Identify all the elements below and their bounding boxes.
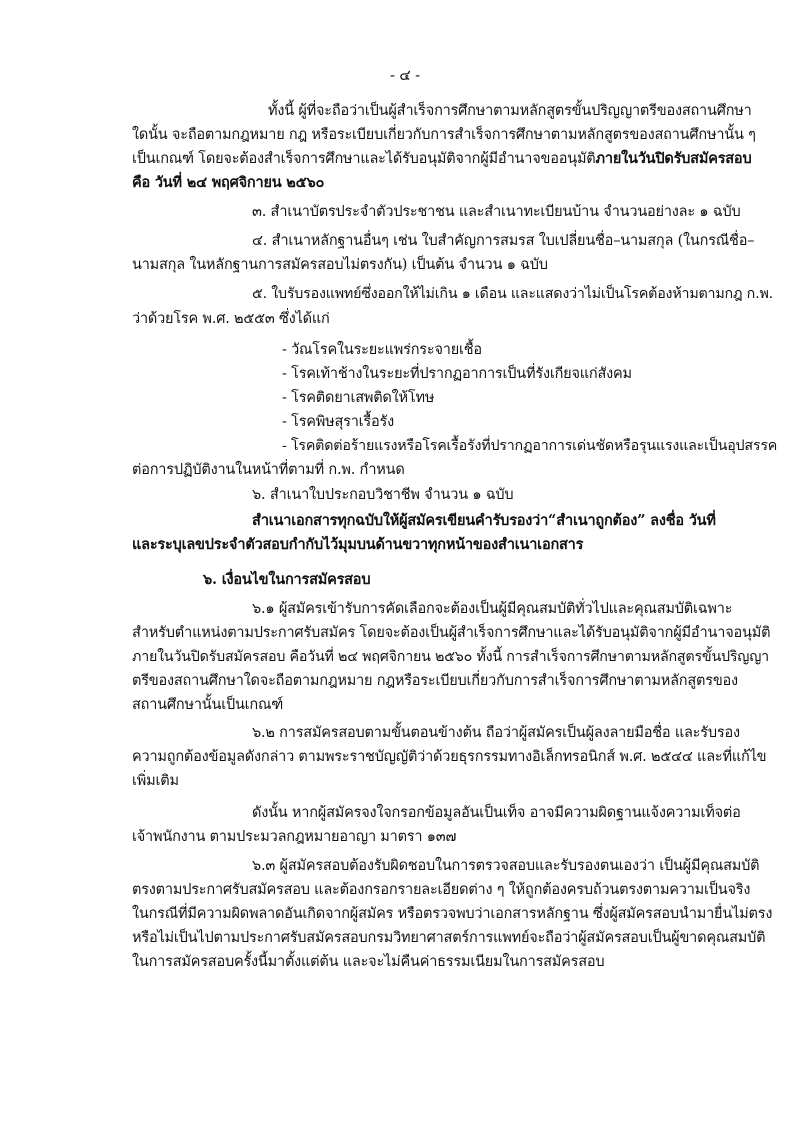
doc-item-4-line-1: ๔. สำเนาหลักฐานอื่นๆ เช่น ใบสำคัญการสมรส ใบเปลี่ยนชื่อ–นามสกุล (ในกรณีชื่อ– [252,233,755,249]
condition-6-3-line: ตรงตามประกาศรับสมัครสอบ และต้องกรอกรายละเอียดต่าง ๆ ให้ถูกต้องครบถ้วนตรงตามความเป็นจริง [132,882,751,898]
condition-6-1-line: ภายในวันปิดรับสมัครสอบ คือวันที่ ๒๔ พฤศจิกายน ๒๕๖๐ ทั้งนี้ การสำเร็จการศึกษาตามหลักสูตรขั้นปริญญา [132,649,769,665]
disease-item: - โรคติดต่อร้ายแรงหรือโรคเรื้อรังที่ปรากฏอาการเด่นชัดหรือรุนแรงและเป็นอุปสรรค [282,438,778,454]
intro-line-3 [132,150,751,168]
doc-item-5-line-1: ๕. ใบรับรองแพทย์ซึ่งออกให้ไม่เกิน ๑ เดือน และแสดงว่าไม่เป็นโรคต้องห้ามตามกฎ ก.พ. [252,286,773,302]
section-6-heading: ๖. เงื่อนไขในการสมัครสอบ [203,571,371,588]
intro-line-1: ทั้งนี้ ผู้ที่จะถือว่าเป็นผู้สำเร็จการศึกษาตามหลักสูตรขั้นปริญญาตรีของสถานศึกษา [268,103,752,119]
page-number: - ๔ - [390,66,421,84]
condition-6-1-line: สถานศึกษานั้นเป็นเกณฑ์ [132,697,284,713]
condition-6-3-line: ในกรณีที่มีความผิดพลาดอันเกิดจากผู้สมัคร หรือตรวจพบว่าเอกสารหลักฐาน ซึ่งผู้สมัครสอบนำมายื่นไม่ตรง [132,906,773,922]
condition-6-2-line: ๖.๒ การสมัครสอบตามขั้นตอนข้างต้น ถือว่าผู้สมัครเป็นผู้ลงลายมือชื่อ และรับรอง [252,725,740,741]
condition-6-1-line: สำหรับตำแหน่งตามประกาศรับสมัคร โดยจะต้องเป็นผู้สำเร็จการศึกษาและได้รับอนุมัติจากผู้มีอำนาจอนุมัติ [132,625,771,641]
condition-6-3-line: หรือไม่เป็นไปตามประกาศรับสมัครสอบกรมวิทยาศาสตร์การแพทย์จะถือว่าผู้สมัครสอบเป็นผู้ขาดคุณสมบัติ [132,930,766,946]
false-info-warning-line: ดังนั้น หากผู้สมัครจงใจกรอกข้อมูลอันเป็นเท็จ อาจมีความผิดฐานแจ้งความเท็จต่อ [252,805,741,821]
certification-note-line-2: และระบุเลขประจำตัวสอบกำกับไว้มุมบนด้านขวาทุกหน้าของสำเนาเอกสาร [132,536,584,553]
intro-line-3-bold: ภายในวันปิดรับสมัครสอบ [595,150,752,167]
disease-item: - วัณโรคในระยะแพร่กระจายเชื้อ [282,342,482,358]
condition-6-3-line: ในการสมัครสอบครั้งนี้มาตั้งแต่ต้น และจะไม่คืนค่าธรรมเนียมในการสมัครสอบ [132,954,605,970]
intro-line-3-normal: เป็นเกณฑ์ โดยจะต้องสำเร็จการศึกษาและได้รับอนุมัติจากผู้มีอำนาจขออนุมัติ [132,151,596,167]
disease-item: - โรคพิษสุราเรื้อรัง [282,414,395,430]
condition-6-3-line: ๖.๓ ผู้สมัครสอบต้องรับผิดชอบในการตรวจสอบและรับรองตนเองว่า เป็นผู้มีคุณสมบัติ [252,858,760,874]
disease-item-continued: ต่อการปฏิบัติงานในหน้าที่ตามที่ ก.พ. กำหนด [132,462,405,478]
doc-item-5-line-2: ว่าด้วยโรค พ.ศ. ๒๕๕๓ ซึ่งได้แก่ [132,311,330,327]
disease-item: - โรคเท้าช้างในระยะที่ปรากฏอาการเป็นที่รังเกียจแก่สังคม [282,366,632,382]
false-info-warning-line: เจ้าพนักงาน ตามประมวลกฎหมายอาญา มาตรา ๑๓๗ [132,829,457,845]
doc-item-4-line-2: นามสกุล ในหลักฐานการสมัครสอบไม่ตรงกัน) เป็นต้น จำนวน ๑ ฉบับ [132,257,548,273]
certification-note-line-1: สำเนาเอกสารทุกฉบับให้ผู้สมัครเขียนคำรับรองว่า“สำเนาถูกต้อง” ลงชื่อ วันที่ [252,512,716,529]
condition-6-2-line: ความถูกต้องข้อมูลดังกล่าว ตามพระราชบัญญัติว่าด้วยธุรกรรมทางอิเล็กทรอนิกส์ พ.ศ. ๒๕๔๔ และที่แก้ไข [132,749,767,765]
condition-6-2-line: เพิ่มเติม [132,773,179,789]
intro-line-2: ใดนั้น จะถือตามกฎหมาย กฎ หรือระเบียบเกี่ยวกับการสำเร็จการศึกษาตามหลักสูตรของสถานศึกษานั้น ๆ [132,127,756,143]
condition-6-1-line: ตรีของสถานศึกษาใดจะถือตามกฎหมาย กฎหรือระเบียบเกี่ยวกับการสำเร็จการศึกษาตามหลักสูตรของ [132,673,738,689]
disease-item: - โรคติดยาเสพติดให้โทษ [282,390,435,406]
condition-6-1-line: ๖.๑ ผู้สมัครเข้ารับการคัดเลือกจะต้องเป็นผู้มีคุณสมบัติทั่วไปและคุณสมบัติเฉพาะ [252,601,733,617]
doc-item-3: ๓. สำเนาบัตรประจำตัวประชาชน และสำเนาทะเบียนบ้าน จำนวนอย่างละ ๑ ฉบับ [252,204,741,220]
doc-item-6: ๖. สำเนาใบประกอบวิชาชีพ จำนวน ๑ ฉบับ [252,487,514,503]
closing-date: คือ วันที่ ๒๔ พฤศจิกายน ๒๕๖๐ [132,174,325,191]
